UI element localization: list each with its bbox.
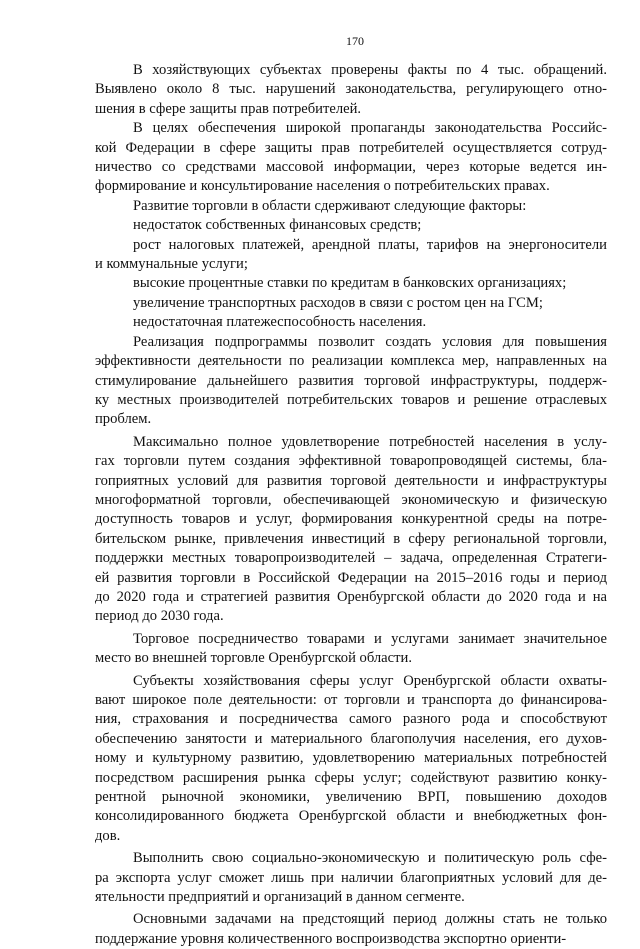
text-line: Максимально полное удовлетворение потребностей населения в услу- xyxy=(133,433,607,450)
paragraph xyxy=(95,274,607,293)
text-line: доступность товаров и услуг, формирования конкурентной среды на потре- xyxy=(95,511,607,528)
text-line: и коммунальные услуги; xyxy=(95,256,248,273)
text-line: гах торговли путем создания эффективной товаропроводящей системы, бла- xyxy=(95,453,607,470)
paragraph xyxy=(95,197,607,216)
text-line: В целях обеспечения широкой пропаганды законодательства Российс- xyxy=(133,120,607,137)
text-line: период до 2030 года. xyxy=(95,608,224,625)
text-line: ей развития торговли в Российской Федерации на 2015–2016 годы и период xyxy=(95,569,607,586)
text-line: кой Федерации в сфере защиты прав потребителей осуществляется сотруд- xyxy=(95,139,607,156)
text-line: ятельности предприятий и организаций в данном сегменте. xyxy=(95,889,465,906)
text-line: ра экспорта услуг сможет лишь при наличии благоприятных условий для де- xyxy=(95,869,607,886)
text-line: Основными задачами на предстоящий период должны стать не только xyxy=(133,911,607,928)
paragraph xyxy=(95,119,607,197)
paragraph xyxy=(95,672,607,847)
paragraph xyxy=(95,216,607,235)
text-line: ния, страхования и посредничества самого разного рода и способствуют xyxy=(95,711,607,728)
paragraph xyxy=(95,333,607,430)
text-line: ничество со средствами массовой информации, через которые ведется ин- xyxy=(95,159,607,176)
paragraph xyxy=(95,294,607,313)
text-line: обеспечению занятости и материального благополучия населения, его духов- xyxy=(95,730,607,747)
text-line: Выполнить свою социально-экономическую и политическую роль сфе- xyxy=(133,850,607,867)
text-line: высокие процентные ставки по кредитам в банковских организациях; xyxy=(133,275,567,292)
text-line: вают широкое поле деятельности: от торговли и транспорта до финансирова- xyxy=(95,692,607,708)
paragraph xyxy=(95,433,607,627)
text-line: Торговое посредничество товарами и услугами занимает значительное xyxy=(133,630,607,647)
paragraph xyxy=(95,910,607,949)
text-line: бительском рынке, привлечения инвестиций в сферу региональной торговли, xyxy=(95,530,607,547)
text-line: ному и культурному развитию, удовлетворению материальных потребностей xyxy=(95,750,607,767)
text-line: увеличение транспортных расходов в связи с ростом цен на ГСМ; xyxy=(133,294,543,311)
text-line: многоформатной торговли, обеспечивающей экономическую и физическую xyxy=(95,491,607,508)
text-line: до 2020 года и стратегией развития Оренбургской области до 2020 года и на xyxy=(95,588,607,605)
text-line: гоприятных условий для развития торговой деятельности и инфраструктуры xyxy=(95,472,607,489)
text-line: консолидированного бюджета Оренбургской области и внебюджетных фон- xyxy=(95,808,607,825)
text-line: шения в сфере защиты прав потребителей. xyxy=(95,100,362,117)
text-line: рост налоговых платежей, арендной платы, тарифов на энергоносители xyxy=(133,236,607,253)
paragraph xyxy=(95,313,607,332)
text-line: Субъекты хозяйствования сферы услуг Оренбургской области охваты- xyxy=(133,672,607,689)
text-line: ку местных производителей потребительских товаров и решение отраслевых xyxy=(95,391,607,408)
text-line: поддержки местных товаропроизводителей – задача, определенная Стратеги- xyxy=(95,550,607,567)
text-line: стимулирование дальнейшего развития торговой инфраструктуры, поддерж- xyxy=(95,372,607,389)
paragraph xyxy=(95,849,607,907)
body-text xyxy=(95,61,607,949)
text-line: посредством расширения рынка сферы услуг; содействуют развитию конку- xyxy=(95,769,607,786)
paragraph xyxy=(95,630,607,669)
text-line: недостаток собственных финансовых средств; xyxy=(133,217,422,234)
text-line: Выявлено около 8 тыс. нарушений законодательства, регулирующего отно- xyxy=(95,81,607,98)
text-line: недостаточная платежеспособность населения. xyxy=(133,314,427,331)
text-line: дов. xyxy=(95,827,121,844)
text-line: рентной рыночной экономики, увеличению ВРП, повышению доходов xyxy=(95,789,607,806)
paragraph xyxy=(95,236,607,275)
text-line: проблем. xyxy=(95,411,152,428)
document-page xyxy=(95,34,607,949)
text-line: место во внешней торговле Оренбургской области. xyxy=(95,650,412,667)
text-line: Реализация подпрограммы позволит создать условия для повышения xyxy=(133,333,607,350)
page-number: 170 xyxy=(346,34,364,48)
text-line: Развитие торговли в области сдерживают следующие факторы: xyxy=(133,197,527,214)
text-line: формирование и консультирование населения о потребительских правах. xyxy=(95,178,550,195)
paragraph xyxy=(95,61,607,119)
text-line: В хозяйствующих субъектах проверены факты по 4 тыс. обращений. xyxy=(133,62,607,78)
text-line: поддержание уровня количественного воспроизводства экспортно ориенти- xyxy=(95,930,567,947)
text-line: эффективности деятельности по реализации комплекса мер, направленных на xyxy=(95,353,607,370)
